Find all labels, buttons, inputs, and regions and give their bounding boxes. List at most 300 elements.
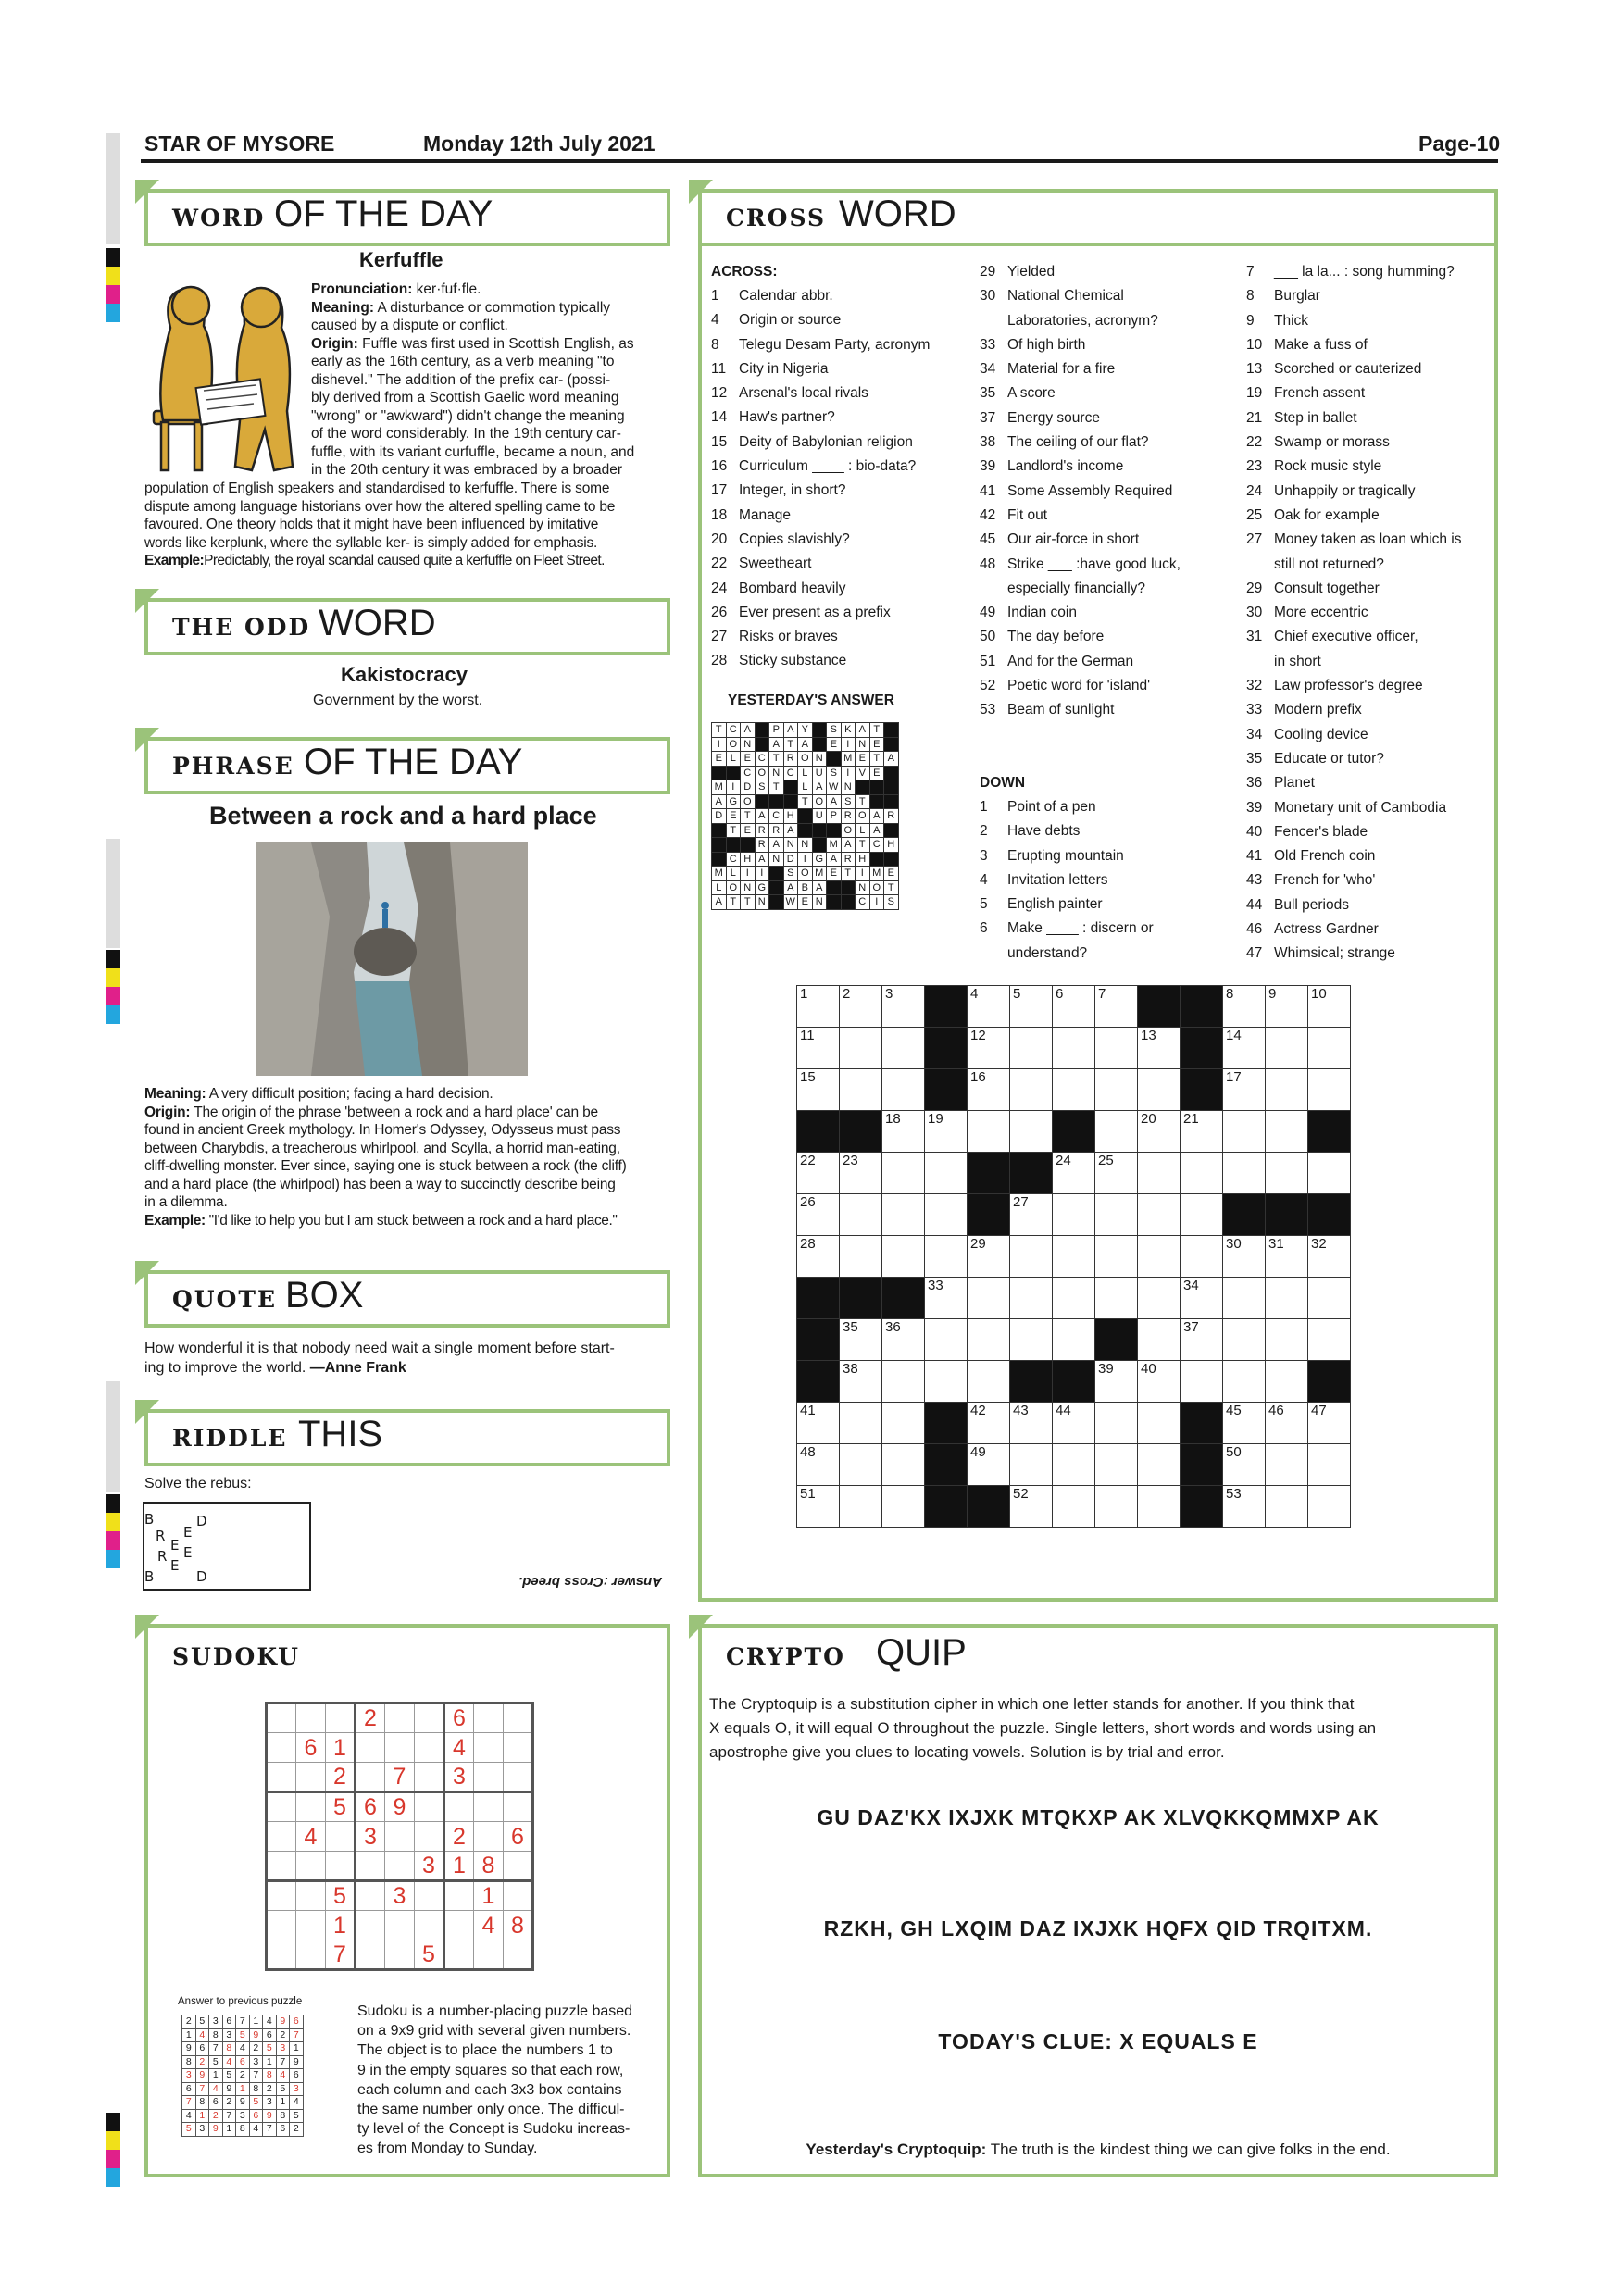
crossword-cell[interactable]: 25 — [1095, 1153, 1138, 1194]
crossword-cell[interactable] — [840, 1403, 882, 1444]
sudoku-cell[interactable] — [267, 1763, 296, 1792]
crossword-cell[interactable] — [968, 1111, 1010, 1153]
crossword-cell[interactable] — [882, 1361, 925, 1403]
answer-cell: R — [841, 852, 856, 867]
crossword-cell[interactable] — [968, 1486, 1010, 1528]
crossword-cell[interactable]: 20 — [1138, 1111, 1181, 1153]
crossword-cell[interactable] — [882, 1069, 925, 1111]
crossword-cell[interactable]: 43 — [1010, 1403, 1053, 1444]
sudoku-cell[interactable]: 6 — [356, 1792, 385, 1822]
crossword-cell[interactable]: 3 — [882, 986, 925, 1028]
crossword-cell[interactable]: 28 — [797, 1236, 840, 1278]
crossword-cell[interactable] — [840, 1194, 882, 1236]
crossword-cell[interactable]: 46 — [1266, 1403, 1308, 1444]
sudoku-cell[interactable] — [356, 1852, 385, 1881]
crossword-cell[interactable] — [840, 1236, 882, 1278]
crossword-cell[interactable] — [925, 1444, 968, 1486]
crossword-cell[interactable] — [1010, 1069, 1053, 1111]
answer-cell: P — [769, 723, 784, 738]
sudoku-cell[interactable] — [474, 1763, 504, 1792]
crossword-cell[interactable] — [1095, 1028, 1138, 1069]
sudoku-cell[interactable] — [356, 1881, 385, 1911]
crossword-cell[interactable] — [1010, 1028, 1053, 1069]
sudoku-cell[interactable] — [474, 1940, 504, 1970]
sudoku-cell[interactable] — [356, 1940, 385, 1970]
sudoku-cell[interactable] — [267, 1911, 296, 1940]
crossword-cell[interactable] — [1181, 1028, 1223, 1069]
crossword-cell[interactable]: 36 — [882, 1319, 925, 1361]
crossword-cell[interactable]: 51 — [797, 1486, 840, 1528]
crossword-cell[interactable] — [1181, 1236, 1223, 1278]
crossword-cell[interactable] — [1095, 1236, 1138, 1278]
crossword-cell[interactable]: 10 — [1308, 986, 1351, 1028]
phrase-text: Between a rock and a hard place — [209, 802, 597, 830]
crossword-cell[interactable] — [797, 1278, 840, 1319]
sudoku-cell[interactable]: 2 — [356, 1703, 385, 1733]
crossword-cell[interactable] — [1223, 1361, 1266, 1403]
crossword-cell[interactable]: 48 — [797, 1444, 840, 1486]
crossword-cell[interactable] — [882, 1403, 925, 1444]
crossword-cell[interactable] — [1181, 1444, 1223, 1486]
clue-item: 25 Oak for example — [1246, 506, 1380, 523]
sudoku-cell[interactable] — [504, 1852, 533, 1881]
answer-cell: 3 — [290, 2082, 304, 2096]
sudoku-cell[interactable] — [267, 1940, 296, 1970]
sudoku-cell[interactable]: 7 — [326, 1940, 356, 1970]
answer-cell: N — [856, 737, 870, 752]
crossword-cell[interactable] — [1095, 1278, 1138, 1319]
sudoku-cell[interactable] — [267, 1703, 296, 1733]
crossword-cell[interactable]: 15 — [797, 1069, 840, 1111]
answer-cell: 5 — [290, 2109, 304, 2123]
sudoku-cell[interactable]: 6 — [296, 1733, 326, 1763]
sudoku-cell[interactable] — [296, 1792, 326, 1822]
sudoku-cell[interactable]: 4 — [444, 1733, 474, 1763]
crossword-cell[interactable] — [882, 1486, 925, 1528]
crossword-cell[interactable]: 31 — [1266, 1236, 1308, 1278]
crossword-cell[interactable] — [968, 1153, 1010, 1194]
sudoku-cell[interactable] — [504, 1881, 533, 1911]
crossword-cell[interactable] — [1010, 1111, 1053, 1153]
crossword-cell[interactable] — [840, 1486, 882, 1528]
sudoku-cell[interactable] — [504, 1792, 533, 1822]
crossword-cell[interactable] — [925, 1069, 968, 1111]
crossword-cell[interactable] — [1181, 1153, 1223, 1194]
answer-cell: R — [755, 823, 769, 838]
crossword-cell[interactable] — [840, 1069, 882, 1111]
crossword-cell[interactable] — [1308, 1194, 1351, 1236]
crossword-cell[interactable]: 19 — [925, 1111, 968, 1153]
sudoku-cell[interactable]: 8 — [474, 1852, 504, 1881]
crossword-cell[interactable] — [1181, 1069, 1223, 1111]
crossword-cell[interactable] — [925, 1319, 968, 1361]
crossword-cell[interactable] — [1010, 1236, 1053, 1278]
crossword-cell[interactable] — [1095, 1444, 1138, 1486]
crossword-cell[interactable]: 1 — [797, 986, 840, 1028]
sudoku-cell[interactable] — [444, 1792, 474, 1822]
crossword-cell[interactable] — [1308, 1319, 1351, 1361]
crossword-cell[interactable]: 12 — [968, 1028, 1010, 1069]
sudoku-cell[interactable] — [356, 1763, 385, 1792]
crossword-cell[interactable] — [1095, 1486, 1138, 1528]
crossword-cell[interactable] — [968, 1194, 1010, 1236]
sudoku-cell[interactable] — [267, 1792, 296, 1822]
rebus-letter: E — [170, 1557, 180, 1574]
crossword-cell[interactable] — [1308, 1028, 1351, 1069]
answer-cell: E — [856, 752, 870, 767]
sudoku-cell[interactable] — [474, 1733, 504, 1763]
sudoku-cell[interactable] — [415, 1911, 444, 1940]
sudoku-cell[interactable] — [415, 1763, 444, 1792]
sudoku-cell[interactable] — [415, 1733, 444, 1763]
sudoku-cell[interactable] — [444, 1911, 474, 1940]
crossword-cell[interactable] — [1138, 1444, 1181, 1486]
sudoku-description-line: the same number only once. The difficul- — [357, 2102, 625, 2118]
crossword-cell[interactable]: 32 — [1308, 1236, 1351, 1278]
answer-cell: G — [755, 880, 769, 895]
sudoku-cell[interactable] — [444, 1940, 474, 1970]
answer-cell: 2 — [276, 2028, 290, 2042]
answer-cell: H — [856, 852, 870, 867]
color-registration-mark — [106, 248, 120, 322]
crossword-cell[interactable] — [1223, 1111, 1266, 1153]
crossword-cell[interactable] — [1266, 1361, 1308, 1403]
wotd-line: "wrong" or "awkward") didn't change the meaning — [311, 407, 625, 424]
sudoku-cell[interactable] — [356, 1733, 385, 1763]
sudoku-cell[interactable] — [326, 1822, 356, 1852]
crossword-cell[interactable] — [925, 986, 968, 1028]
sudoku-cell[interactable] — [267, 1881, 296, 1911]
answer-cell: T — [769, 780, 784, 795]
answer-cell: 1 — [263, 2055, 277, 2069]
crossword-cell[interactable] — [1308, 1486, 1351, 1528]
crossword-cell[interactable] — [1266, 1486, 1308, 1528]
sudoku-cell[interactable] — [385, 1822, 415, 1852]
crossword-cell[interactable]: 40 — [1138, 1361, 1181, 1403]
crossword-cell[interactable] — [925, 1486, 968, 1528]
crossword-cell[interactable] — [968, 1361, 1010, 1403]
sudoku-cell[interactable] — [267, 1822, 296, 1852]
crossword-cell[interactable]: 41 — [797, 1403, 840, 1444]
sudoku-cell[interactable] — [296, 1763, 326, 1792]
sudoku-cell[interactable]: 3 — [356, 1822, 385, 1852]
crossword-cell[interactable] — [882, 1444, 925, 1486]
crossword-cell[interactable] — [1138, 1236, 1181, 1278]
crossword-cell[interactable]: 18 — [882, 1111, 925, 1153]
crossword-cell[interactable] — [882, 1028, 925, 1069]
sudoku-cell[interactable] — [296, 1852, 326, 1881]
sudoku-cell[interactable] — [444, 1881, 474, 1911]
sudoku-cell[interactable]: 3 — [385, 1881, 415, 1911]
across-clues-col1 — [711, 284, 930, 674]
quote-title-large: BOX — [285, 1275, 364, 1316]
sudoku-cell[interactable]: 6 — [504, 1822, 533, 1852]
crossword-cell[interactable] — [968, 1319, 1010, 1361]
crossword-cell[interactable] — [1181, 986, 1223, 1028]
crossword-cell[interactable]: 24 — [1053, 1153, 1095, 1194]
crossword-cell[interactable]: 14 — [1223, 1028, 1266, 1069]
clue-item: especially financially? — [1007, 580, 1146, 596]
sudoku-cell[interactable] — [415, 1822, 444, 1852]
crossword-cell[interactable] — [1223, 1278, 1266, 1319]
riddle-prompt: Solve the rebus: — [144, 1476, 252, 1491]
crossword-cell[interactable]: 21 — [1181, 1111, 1223, 1153]
page-number: Page-10 — [1418, 131, 1501, 156]
crossword-cell[interactable] — [1266, 1278, 1308, 1319]
crossword-cell[interactable]: 16 — [968, 1069, 1010, 1111]
crossword-cell[interactable] — [1010, 1361, 1053, 1403]
crossword-cell[interactable] — [1308, 1111, 1351, 1153]
clue-item: 19 French assent — [1246, 385, 1366, 402]
sudoku-cell[interactable] — [385, 1940, 415, 1970]
crossword-cell[interactable]: 50 — [1223, 1444, 1266, 1486]
crossword-cell[interactable]: 52 — [1010, 1486, 1053, 1528]
crossword-cell[interactable]: 4 — [968, 986, 1010, 1028]
crossword-cell[interactable] — [1095, 1069, 1138, 1111]
crossword-cell[interactable] — [925, 1403, 968, 1444]
answer-cell: T — [712, 723, 727, 738]
crossword-cell[interactable]: 38 — [840, 1361, 882, 1403]
answer-cell: I — [712, 737, 727, 752]
sudoku-cell[interactable]: 6 — [444, 1703, 474, 1733]
clue-item: 1 Calendar abbr. — [711, 288, 833, 304]
crossword-cell[interactable] — [840, 1444, 882, 1486]
crossword-cell[interactable] — [1053, 1028, 1095, 1069]
crossword-cell[interactable] — [1308, 1069, 1351, 1111]
phrase-line: Example: "I'd like to help you but I am stuck between a rock and a hard place." — [144, 1212, 618, 1229]
sudoku-cell[interactable]: 2 — [326, 1763, 356, 1792]
crossword-cell[interactable] — [797, 1361, 840, 1403]
sudoku-cell[interactable] — [356, 1911, 385, 1940]
sudoku-cell[interactable]: 1 — [444, 1852, 474, 1881]
sudoku-cell[interactable] — [385, 1852, 415, 1881]
crossword-cell[interactable] — [1266, 1028, 1308, 1069]
crossword-cell[interactable] — [1138, 1319, 1181, 1361]
sudoku-cell[interactable]: 1 — [474, 1881, 504, 1911]
crossword-cell[interactable]: 8 — [1223, 986, 1266, 1028]
crossword-cell[interactable] — [1053, 1444, 1095, 1486]
crossword-cell[interactable] — [1138, 1403, 1181, 1444]
sudoku-cell[interactable]: 4 — [296, 1822, 326, 1852]
crossword-cell[interactable]: 7 — [1095, 986, 1138, 1028]
crossword-cell[interactable] — [882, 1153, 925, 1194]
crossword-cell[interactable] — [1223, 1194, 1266, 1236]
crossword-cell[interactable] — [1053, 1319, 1095, 1361]
crossword-cell[interactable] — [1266, 1111, 1308, 1153]
sudoku-cell[interactable]: 5 — [326, 1792, 356, 1822]
crossword-cell[interactable] — [1010, 1278, 1053, 1319]
crossword-cell[interactable] — [1095, 1319, 1138, 1361]
sudoku-cell[interactable]: 5 — [415, 1940, 444, 1970]
crossword-cell[interactable] — [1138, 1194, 1181, 1236]
answer-cell: 2 — [263, 2082, 277, 2096]
crossword-cell[interactable]: 17 — [1223, 1069, 1266, 1111]
sudoku-cell[interactable] — [296, 1703, 326, 1733]
clue-item: 22 Swamp or morass — [1246, 434, 1390, 451]
crossword-cell[interactable] — [1308, 1153, 1351, 1194]
sudoku-cell[interactable] — [296, 1940, 326, 1970]
crossword-cell[interactable] — [925, 1194, 968, 1236]
crossword-cell[interactable] — [968, 1278, 1010, 1319]
answer-cell — [812, 737, 827, 752]
sudoku-cell[interactable] — [474, 1703, 504, 1733]
crossword-cell[interactable] — [1010, 1319, 1053, 1361]
crossword-cell[interactable] — [1095, 1194, 1138, 1236]
answer-cell: 6 — [222, 2015, 236, 2029]
crossword-cell[interactable] — [1266, 1153, 1308, 1194]
answer-cell — [827, 752, 842, 767]
crossword-cell[interactable]: 44 — [1053, 1403, 1095, 1444]
answer-cell — [827, 823, 842, 838]
sudoku-cell[interactable] — [415, 1703, 444, 1733]
crossword-cell[interactable]: 34 — [1181, 1278, 1223, 1319]
answer-cell: A — [884, 752, 899, 767]
sudoku-cell[interactable] — [504, 1733, 533, 1763]
crossword-cell[interactable] — [1266, 1444, 1308, 1486]
sudoku-cell[interactable]: 9 — [385, 1792, 415, 1822]
crossword-cell[interactable]: 35 — [840, 1319, 882, 1361]
crossword-cell[interactable]: 47 — [1308, 1403, 1351, 1444]
crossword-cell[interactable] — [840, 1028, 882, 1069]
crossword-cell[interactable] — [797, 1319, 840, 1361]
sudoku-cell[interactable] — [474, 1822, 504, 1852]
crossword-cell[interactable] — [1138, 986, 1181, 1028]
sudoku-cell[interactable] — [385, 1733, 415, 1763]
crossword-cell[interactable] — [1053, 1236, 1095, 1278]
crossword-cell[interactable] — [1308, 1444, 1351, 1486]
crossword-cell[interactable] — [840, 1278, 882, 1319]
crossword-cell[interactable]: 53 — [1223, 1486, 1266, 1528]
crossword-cell[interactable]: 2 — [840, 986, 882, 1028]
answer-cell: E — [827, 737, 842, 752]
answer-cell: 9 — [263, 2109, 277, 2123]
crossword-cell[interactable] — [1053, 1278, 1095, 1319]
crossword-cell[interactable] — [1138, 1153, 1181, 1194]
crossword-cell[interactable] — [1181, 1486, 1223, 1528]
crossword-cell[interactable]: 29 — [968, 1236, 1010, 1278]
sudoku-cell[interactable] — [267, 1852, 296, 1881]
sudoku-cell[interactable] — [415, 1881, 444, 1911]
crossword-cell[interactable] — [1053, 1486, 1095, 1528]
crossword-cell[interactable] — [840, 1111, 882, 1153]
crossword-cell[interactable]: 39 — [1095, 1361, 1138, 1403]
wotd-line: of the word considerably. In the 19th century car- — [311, 426, 621, 442]
crossword-cell[interactable] — [1053, 1361, 1095, 1403]
crossword-cell[interactable]: 33 — [925, 1278, 968, 1319]
crossword-cell[interactable] — [1138, 1486, 1181, 1528]
crossword-cell[interactable] — [1308, 1361, 1351, 1403]
crossword-cell[interactable]: 23 — [840, 1153, 882, 1194]
sudoku-cell[interactable] — [504, 1940, 533, 1970]
crossword-cell[interactable]: 9 — [1266, 986, 1308, 1028]
crossword-cell[interactable] — [1010, 1153, 1053, 1194]
crossword-cell[interactable]: 27 — [1010, 1194, 1053, 1236]
crossword-cell[interactable]: 5 — [1010, 986, 1053, 1028]
crossword-cell[interactable]: 22 — [797, 1153, 840, 1194]
crossword-cell[interactable] — [1308, 1278, 1351, 1319]
clue-item: 12 Arsenal's local rivals — [711, 385, 868, 402]
crossword-cell[interactable]: 13 — [1138, 1028, 1181, 1069]
crossword-cell[interactable] — [882, 1194, 925, 1236]
sudoku-cell[interactable] — [326, 1852, 356, 1881]
clue-item: 30 National Chemical — [980, 288, 1124, 305]
crossword-cell[interactable] — [1053, 1111, 1095, 1153]
sudoku-cell[interactable] — [474, 1792, 504, 1822]
answer-cell: E — [741, 752, 756, 767]
crossword-cell[interactable] — [1223, 1153, 1266, 1194]
sudoku-cell[interactable] — [385, 1911, 415, 1940]
sudoku-cell[interactable] — [296, 1911, 326, 1940]
answer-cell: A — [755, 809, 769, 824]
crossword-cell[interactable] — [1095, 1403, 1138, 1444]
sudoku-cell[interactable] — [326, 1703, 356, 1733]
crossword-cell[interactable] — [1266, 1069, 1308, 1111]
crossword-cell[interactable]: 26 — [797, 1194, 840, 1236]
crossword-cell[interactable] — [1181, 1194, 1223, 1236]
sudoku-cell[interactable]: 2 — [444, 1822, 474, 1852]
crossword-cell[interactable] — [797, 1111, 840, 1153]
crossword-cell[interactable] — [1053, 1194, 1095, 1236]
rebus-letter: D — [196, 1513, 207, 1529]
crossword-cell[interactable] — [1138, 1278, 1181, 1319]
crossword-cell[interactable] — [925, 1028, 968, 1069]
sudoku-cell[interactable] — [296, 1881, 326, 1911]
crossword-cell[interactable] — [925, 1153, 968, 1194]
crossword-cell[interactable]: 42 — [968, 1403, 1010, 1444]
crossword-cell[interactable]: 30 — [1223, 1236, 1266, 1278]
answer-cell — [726, 838, 741, 853]
sudoku-cell[interactable]: 3 — [444, 1763, 474, 1792]
sudoku-cell[interactable]: 1 — [326, 1733, 356, 1763]
crossword-cell[interactable]: 6 — [1053, 986, 1095, 1028]
crossword-cell[interactable] — [1181, 1403, 1223, 1444]
sudoku-cell[interactable]: 4 — [474, 1911, 504, 1940]
crossword-cell[interactable] — [1053, 1069, 1095, 1111]
sudoku-cell[interactable] — [504, 1703, 533, 1733]
crossword-cell[interactable]: 11 — [797, 1028, 840, 1069]
sudoku-cell[interactable]: 7 — [385, 1763, 415, 1792]
crossword-cell[interactable] — [925, 1361, 968, 1403]
crossword-cell[interactable] — [925, 1236, 968, 1278]
crossword-cell[interactable] — [1181, 1361, 1223, 1403]
sudoku-cell[interactable]: 3 — [415, 1852, 444, 1881]
sudoku-cell[interactable] — [385, 1703, 415, 1733]
crossword-cell[interactable] — [1095, 1111, 1138, 1153]
crossword-cell[interactable]: 49 — [968, 1444, 1010, 1486]
crossword-cell[interactable] — [1266, 1194, 1308, 1236]
crossword-cell[interactable] — [1010, 1444, 1053, 1486]
crossword-cell[interactable] — [1266, 1319, 1308, 1361]
crossword-cell[interactable]: 45 — [1223, 1403, 1266, 1444]
sudoku-cell[interactable]: 5 — [326, 1881, 356, 1911]
crossword-cell[interactable] — [1223, 1319, 1266, 1361]
answer-cell: T — [884, 880, 899, 895]
crossword-cell[interactable] — [1138, 1069, 1181, 1111]
crossword-cell[interactable]: 37 — [1181, 1319, 1223, 1361]
crossword-cell[interactable] — [882, 1278, 925, 1319]
odd-word-title-box — [144, 598, 670, 655]
answer-cell: 4 — [236, 2042, 250, 2056]
sudoku-cell[interactable] — [504, 1763, 533, 1792]
crossword-cell[interactable] — [882, 1236, 925, 1278]
color-registration-mark — [106, 2113, 120, 2187]
sudoku-cell[interactable] — [415, 1792, 444, 1822]
clue-item: 46 Actress Gardner — [1246, 921, 1379, 938]
sudoku-cell[interactable]: 1 — [326, 1911, 356, 1940]
sudoku-cell[interactable] — [267, 1733, 296, 1763]
answer-cell: R — [841, 809, 856, 824]
sudoku-cell[interactable]: 8 — [504, 1911, 533, 1940]
